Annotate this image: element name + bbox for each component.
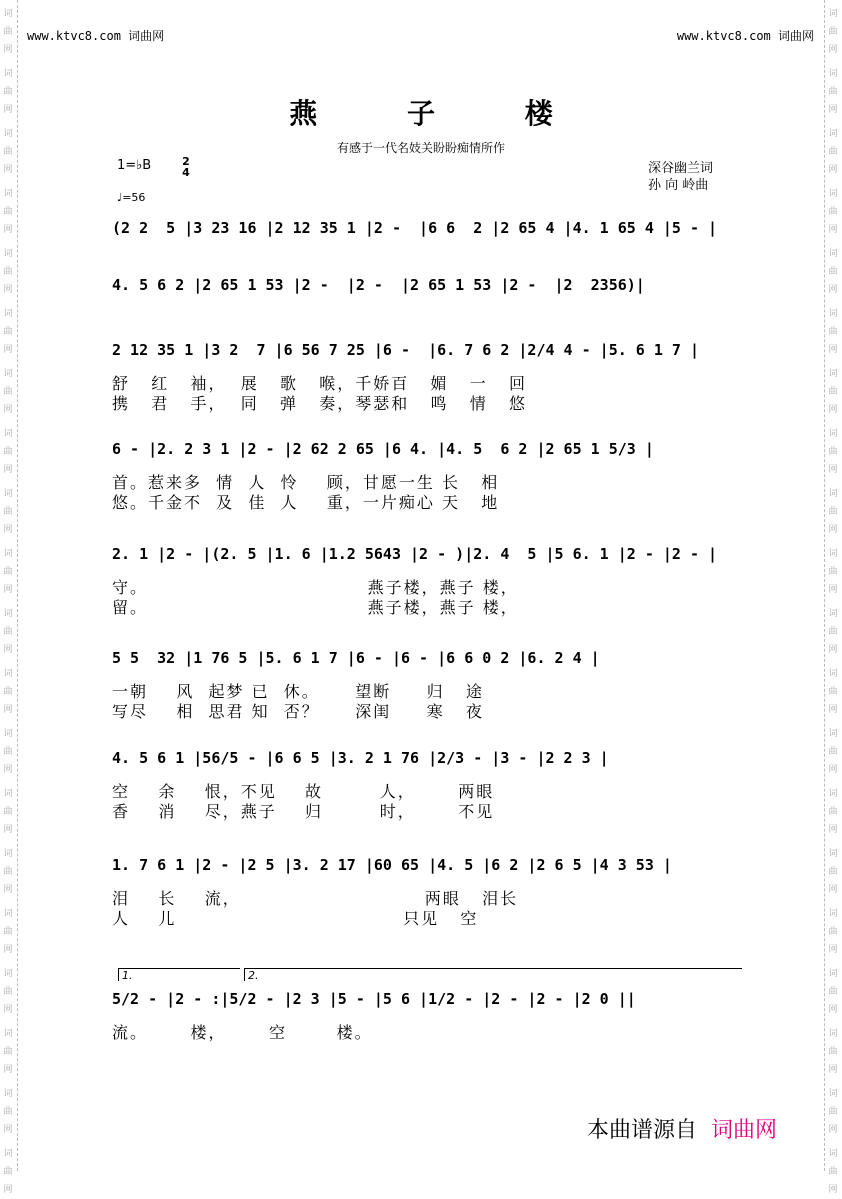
lyrics-verse-2: 携 君 手， 同 弹 奏，琴瑟和 鸣 情 悠 bbox=[112, 394, 527, 413]
lyrics-verse-2: 悠。千金不 及 佳 人 重，一片痴心 天 地 bbox=[112, 493, 500, 512]
notation-row: 4. 5 6 2 |2 65 1 53 |2 - |2 - |2 65 1 53 |2 - |2 2356)| bbox=[112, 276, 645, 294]
side-watermark-text: 词 曲 网 bbox=[3, 969, 13, 1015]
lyrics-verse-1: 空 余 恨，不见 故 人， 两眼 bbox=[112, 782, 495, 801]
lyrics-verse-1: 守。 燕子楼，燕子 楼， bbox=[112, 578, 519, 597]
side-watermark-text: 词 曲 网 bbox=[828, 969, 838, 1015]
notation-row: 2 12 35 1 |3 2 7 |6 56 7 25 |6 - |6. 7 6 2 |2/4 4 - |5. 6 1 7 | bbox=[112, 341, 699, 359]
side-watermark-text: 词 曲 网 bbox=[828, 69, 838, 115]
tempo-mark: ♩=56 bbox=[117, 191, 146, 204]
side-watermark-text: 词 曲 网 bbox=[3, 249, 13, 295]
side-watermark-text: 词 曲 网 bbox=[3, 849, 13, 895]
notation-row: 2. 1 |2 - |(2. 5 |1. 6 |1.2 5643 |2 - )|2. 4 5 |5 6. 1 |2 - |2 - | bbox=[112, 545, 718, 563]
side-watermark-text: 词 曲 网 bbox=[828, 189, 838, 235]
side-watermark-text: 词 曲 网 bbox=[828, 609, 838, 655]
lyrics-verse-1: 泪 长 流， 两眼 泪长 bbox=[112, 889, 519, 908]
right-watermark-strip bbox=[824, 0, 842, 1195]
header-url-right: www.ktvc8.com 词曲网 bbox=[676, 29, 814, 43]
second-ending-bracket: 2. bbox=[244, 968, 742, 981]
side-watermark-text: 词 曲 网 bbox=[3, 549, 13, 595]
lyrics-verse-1: 流。 楼， 空 楼。 bbox=[112, 1023, 373, 1042]
first-ending-bracket: 1. bbox=[118, 968, 240, 981]
lyrics-verse-1: 一朝 风 起梦 已 休。 望断 归 途 bbox=[112, 682, 484, 701]
source-footer bbox=[587, 1113, 777, 1144]
header-url-left: www.ktvc8.com 词曲网 bbox=[27, 29, 165, 43]
notation-row: 4. 5 6 1 |56/5 - |6 6 5 |3. 2 1 76 |2/3 - |3 - |2 2 3 | bbox=[112, 749, 609, 767]
notation-row: 5 5 32 |1 76 5 |5. 6 1 7 |6 - |6 - |6 6 0 2 |6. 2 4 | bbox=[112, 649, 600, 667]
side-watermark-text: 词 曲 网 bbox=[3, 1089, 13, 1135]
side-watermark-text: 词 曲 网 bbox=[3, 369, 13, 415]
side-watermark-text: 词 曲 网 bbox=[3, 909, 13, 955]
side-watermark-text: 词 曲 网 bbox=[828, 729, 838, 775]
side-watermark-text: 词 曲 网 bbox=[828, 9, 838, 55]
side-watermark-text: 词 曲 网 bbox=[828, 1089, 838, 1135]
key-signature: 1=♭B bbox=[117, 158, 152, 173]
side-watermark-text: 词 曲 网 bbox=[3, 309, 13, 355]
side-watermark-text: 词 曲 网 bbox=[3, 1029, 13, 1075]
side-watermark-text: 词 曲 网 bbox=[828, 1029, 838, 1075]
side-watermark-text: 词 曲 网 bbox=[828, 129, 838, 175]
side-watermark-text: 词 曲 网 bbox=[3, 189, 13, 235]
song-title: 燕 子 楼 bbox=[289, 97, 593, 130]
side-watermark-text: 词 曲 网 bbox=[3, 9, 13, 55]
song-subtitle: 有感于一代名妓关盼盼痴情所作 bbox=[336, 141, 505, 155]
side-watermark-text: 词 曲 网 bbox=[828, 369, 838, 415]
lyrics-verse-1: 舒 红 袖， 展 歌 喉，千娇百 媚 一 回 bbox=[112, 374, 527, 393]
side-watermark-text: 词 曲 网 bbox=[3, 609, 13, 655]
side-watermark-text: 词 曲 网 bbox=[3, 789, 13, 835]
time-signature: 2 4 bbox=[182, 155, 190, 179]
side-watermark-text: 词 曲 网 bbox=[3, 669, 13, 715]
notation-row: 1. 7 6 1 |2 - |2 5 |3. 2 17 |60 65 |4. 5 |6 2 |2 6 5 |4 3 53 | bbox=[112, 856, 672, 874]
side-watermark-text: 词 曲 网 bbox=[828, 489, 838, 535]
notation-row: 6 - |2. 2 3 1 |2 - |2 62 2 65 |6 4. |4. 5 6 2 |2 65 1 5/3 | bbox=[112, 440, 654, 458]
side-watermark-text: 词 曲 网 bbox=[828, 309, 838, 355]
side-watermark-text: 词 曲 网 bbox=[3, 69, 13, 115]
side-watermark-text: 词 曲 网 bbox=[3, 729, 13, 775]
notation-row: (2 2 5 |3 23 16 |2 12 35 1 |2 - |6 6 2 |2 65 4 |4. 1 65 4 |5 - | bbox=[112, 219, 718, 237]
lyrics-verse-2: 人 儿 只见 空 bbox=[112, 909, 479, 928]
side-watermark-text: 词 曲 网 bbox=[828, 429, 838, 475]
composer-credit: 孙 向 岭曲 bbox=[648, 178, 709, 193]
lyrics-verse-1: 首。惹来多 情 人 怜 顾，甘愿一生 长 相 bbox=[112, 473, 500, 492]
side-watermark-text: 词 曲 网 bbox=[3, 1149, 13, 1195]
notation-row: 5/2 - |2 - :|5/2 - |2 3 |5 - |5 6 |1/2 - |2 - |2 - |2 0 || bbox=[112, 990, 636, 1008]
side-watermark-text: 词 曲 网 bbox=[828, 849, 838, 895]
side-watermark-text: 词 曲 网 bbox=[828, 789, 838, 835]
lyricist-credit: 深谷幽兰词 bbox=[648, 161, 714, 176]
side-watermark-text: 词 曲 网 bbox=[3, 489, 13, 535]
side-watermark-text: 词 曲 网 bbox=[3, 129, 13, 175]
footer-brand: 词曲网 bbox=[711, 1118, 778, 1143]
lyrics-verse-2: 香 消 尽，燕子 归 时， 不见 bbox=[112, 802, 495, 821]
lyrics-verse-2: 留。 燕子楼，燕子 楼， bbox=[112, 598, 519, 617]
side-watermark-text: 词 曲 网 bbox=[828, 1149, 838, 1195]
side-watermark-text: 词 曲 网 bbox=[3, 429, 13, 475]
footer-text: 本曲谱源自 bbox=[587, 1118, 698, 1143]
left-watermark-strip bbox=[0, 0, 18, 1195]
side-watermark-text: 词 曲 网 bbox=[828, 549, 838, 595]
side-watermark-text: 词 曲 网 bbox=[828, 909, 838, 955]
side-watermark-text: 词 曲 网 bbox=[828, 249, 838, 295]
lyrics-verse-2: 写尽 相 思君 知 否？ 深闺 寒 夜 bbox=[112, 702, 484, 721]
side-watermark-text: 词 曲 网 bbox=[828, 669, 838, 715]
